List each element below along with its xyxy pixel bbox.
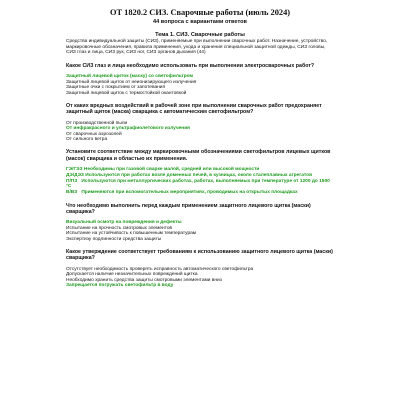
answer-option: Защитный лицевой щиток с термостойкой окантовкой bbox=[66, 90, 187, 96]
matching-text: Применяются при вспомогательных мероприятиях, проводимых на открытых площадках bbox=[81, 190, 298, 196]
matching-text: Используются при работах возле доменных печей, в кузницах, около сталеплавных агрегатов bbox=[85, 172, 313, 178]
answer-option: Испытание на прочность смотровых элементов bbox=[66, 225, 173, 231]
answer-option: Защитные очки с покрытием от запотевания bbox=[66, 85, 166, 91]
answer-option: Отсутствует необходимость проверять исправность автоматического светофильтра bbox=[66, 266, 254, 272]
question-block bbox=[66, 249, 334, 289]
answer-option: Испытание на устойчивость к повышенным температурам bbox=[66, 231, 197, 237]
document-subtitle: 44 вопроса с вариантами ответов bbox=[153, 19, 247, 25]
answer-option: От производственной пыли bbox=[66, 120, 128, 126]
question-text: От каких вредных воздействий в рабочей зоне при выполнении сварочных работ предохраняет защитный щиток (маска) сварщика с автоматическим светофильтром? bbox=[66, 102, 322, 116]
question-block-matching bbox=[66, 149, 334, 196]
question-text: Какое СИЗ глаз и лица необходимо использовать при выполнении электросварочных работ? bbox=[66, 62, 315, 69]
answer-option: Экспертизу подлинности средства защиты bbox=[66, 236, 162, 242]
question-block bbox=[66, 63, 334, 97]
answer-option: Защитный лицевой щиток от неионизирующего излучения bbox=[66, 79, 197, 85]
topic-title: Тема 1. СИЗ. Сварочные работы bbox=[155, 32, 245, 38]
matching-code: ГЭ/ГЭЗ bbox=[66, 167, 83, 173]
matching-text: Необходимы при газовой сварке малой, средней или высокой мощности bbox=[83, 167, 260, 173]
answer-correct: Запрещается погружать светофильтр в воду bbox=[66, 283, 174, 289]
matching-code: П/ПЗ bbox=[66, 178, 78, 184]
question-text: Установите соответствие между маркировочными обозначениями светофильтров лицевых щитков (масок) сварщика и областью их применения. bbox=[66, 149, 331, 162]
answer-option: От сварочных аэрозолей bbox=[66, 131, 122, 137]
answer-correct: Визуальный осмотр на повреждения и дефекты bbox=[66, 220, 182, 226]
document-title: ОТ 1820.2 СИЗ. Сварочные работы (июль 2024) bbox=[109, 8, 291, 17]
matching-pair bbox=[66, 190, 334, 196]
matching-text: Используются при металлургических работах, работах, выполняемых при температуре от 1200 до 1500 °С bbox=[66, 178, 330, 190]
matching-code: ДЭ/ДЭЗ bbox=[66, 172, 84, 178]
answer-option: От сильного ветра bbox=[66, 137, 108, 143]
topic-description: Средства индивидуальной защиты (СИЗ), применяемые при выполнении сварочных работ. Назначение, устройство, маркировочные обозначения, правила применения, ухода и хранения специальной защитной одежды, СИЗ головы, СИЗ глаз и лица, СИЗ рук, СИЗ ног, СИЗ органов дыхания (44) bbox=[66, 39, 328, 56]
answer-correct: От инфракрасного и ультрафиолетового излучения bbox=[66, 126, 190, 132]
answer-option: Допускается наличие незначительных повреждений щитка bbox=[66, 272, 198, 278]
answer-option: Необходимо хранить средства защиты смотровыми элементами вниз bbox=[66, 277, 222, 283]
question-text: Что необходимо выполнить перед каждым применением защитного лицевого щитка (маски) сварщика? bbox=[66, 202, 311, 215]
answer-correct: Защитный лицевой щиток (маску) со светофильтром bbox=[66, 74, 194, 80]
matching-pair bbox=[66, 179, 334, 191]
matching-code: В/ВЗ bbox=[66, 190, 78, 196]
question-block bbox=[66, 203, 334, 243]
question-text: Какое утверждение соответствует требованиям к использованию защитного лицевого щитка (маски) сварщика? bbox=[66, 248, 333, 262]
question-block bbox=[66, 103, 334, 143]
